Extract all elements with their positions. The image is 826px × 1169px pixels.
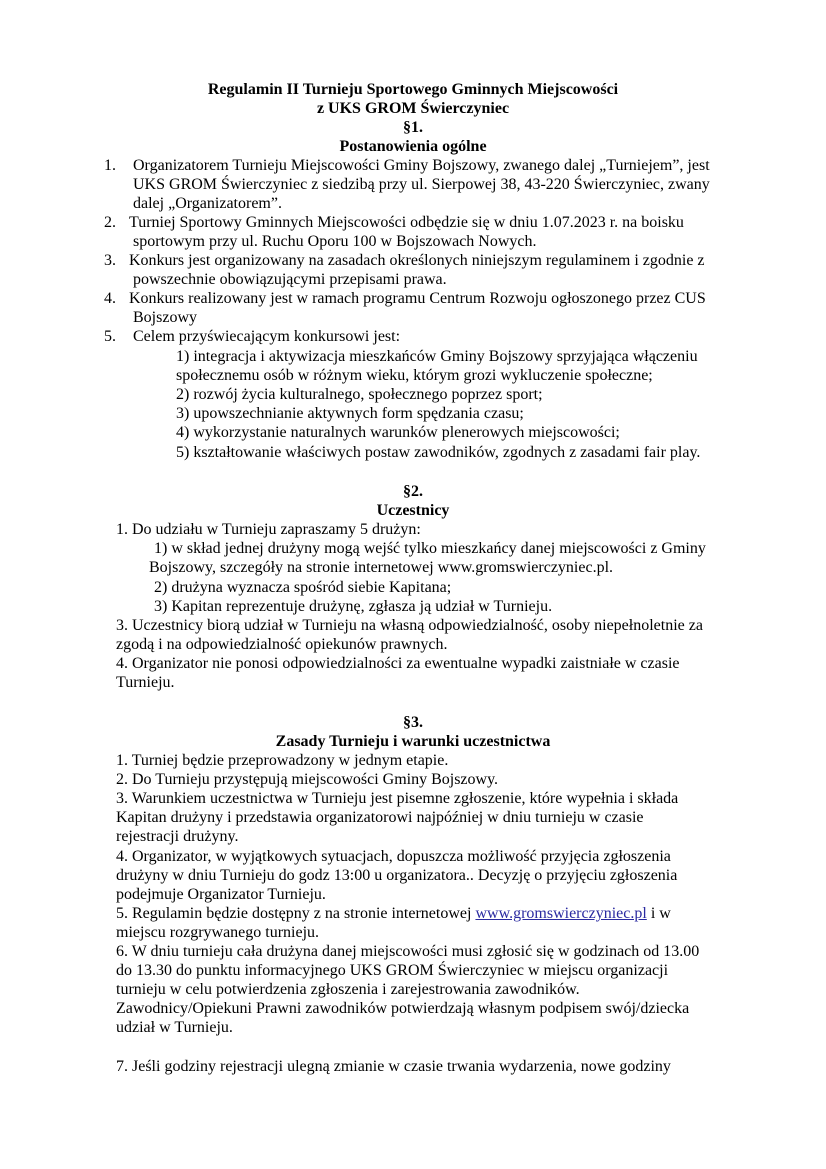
paragraph-line: rejestracji drużyny. (116, 828, 239, 845)
paragraph-line: 2. Do Turnieju przystępują miejscowości Gminy Bojszowy. (116, 771, 499, 788)
paragraph-line: 1. Do udziału w Turnieju zapraszamy 5 drużyn: (116, 521, 421, 538)
goal-item: 4) wykorzystanie naturalnych warunków plenerowych miejscowości; (176, 424, 620, 441)
list-item-text: Konkurs realizowany jest w ramach programu Centrum Rozwoju ogłoszonego przez CUS (129, 290, 706, 307)
paragraph-line: 4. Organizator, w wyjątkowych sytuacjach, dopuszcza możliwość przyjęcia zgłoszenia (116, 848, 671, 865)
paragraph-line: 3) Kapitan reprezentuje drużynę, zgłasza ją udział w Turnieju. (154, 598, 553, 615)
section3-heading: Zasady Turnieju i warunki uczestnictwa (275, 733, 551, 750)
paragraph-line: 1) w skład jednej drużyny mogą wejść tylko mieszkańcy danej miejscowości z Gminy (154, 540, 706, 557)
paragraph-line: do 13.30 do punktu informacyjnego UKS GROM Świerczyniec w miejscu organizacji (116, 962, 669, 979)
section1-number: §1. (403, 119, 423, 136)
paragraph-line: 1. Turniej będzie przeprowadzony w jednym etapie. (116, 752, 449, 769)
list-item-text: Organizatorem Turnieju Miejscowości Gminy Bojszowy, zwanego dalej „Turniejem”, jest (133, 157, 710, 174)
paragraph-line: 4. Organizator nie ponosi odpowiedzialności za ewentualne wypadki zaistniałe w czasie (116, 655, 680, 672)
list-number: 3. (104, 252, 116, 269)
section1-heading: Postanowienia ogólne (339, 138, 487, 155)
section2-heading: Uczestnicy (376, 502, 450, 519)
document-subtitle: z UKS GROM Świerczyniec (316, 100, 510, 117)
list-item-text: sportowym przy ul. Ruchu Oporu 100 w Bojszowach Nowych. (133, 233, 537, 250)
list-item-text: Konkurs jest organizowany na zasadach określonych niniejszym regulaminem i zgodnie z (129, 252, 705, 269)
paragraph-line: Zawodnicy/Opiekuni Prawni zawodników potwierdzają własnym podpisem swój/dziecka (116, 1000, 690, 1017)
paragraph-line: 7. Jeśli godziny rejestracji ulegną zmianie w czasie trwania wydarzenia, nowe godziny (116, 1058, 671, 1075)
goal-item: społecznemu osób w różnym wieku, którym grozi wykluczenie społeczne; (176, 367, 653, 384)
goal-item: 3) upowszechnianie aktywnych form spędzania czasu; (176, 405, 524, 422)
paragraph-line: miejscu rozgrywanego turnieju. (116, 924, 320, 941)
paragraph-line: 3. Uczestnicy biorą udział w Turnieju na własną odpowiedzialność, osoby niepełnoletnie za (116, 617, 703, 634)
paragraph-line: turnieju w celu potwierdzenia zgłoszenia i zarejestrowania zawodników. (116, 981, 580, 998)
paragraph-line: drużyny w dniu Turnieju do godz 13:00 u organizatora.. Decyzję o przyjęciu zgłoszenia (116, 867, 678, 884)
list-number: 1. (104, 157, 116, 174)
goal-item: 1) integracja i aktywizacja mieszkańców Gminy Bojszowy sprzyjająca włączeniu (176, 348, 698, 365)
list-item-text: UKS GROM Świerczyniec z siedzibą przy ul. Sierpowej 38, 43-220 Świerczyniec, zwany (133, 176, 710, 193)
paragraph-line: Bojszowy, szczegóły na stronie internetowej www.gromswierczyniec.pl. (149, 559, 614, 576)
paragraph-line: zgodą i na odpowiedzialność opiekunów prawnych. (116, 636, 448, 653)
paragraph-line: Kapitan drużyny i przedstawia organizatorowi najpóźniej w dniu turnieju w czasie (116, 809, 644, 826)
paragraph-line: udział w Turnieju. (116, 1019, 233, 1036)
link-prefix-text: 5. Regulamin będzie dostępny z na stronie internetowej (116, 905, 476, 922)
goal-item: 5) kształtowanie właściwych postaw zawodników, zgodnych z zasadami fair play. (176, 444, 701, 461)
section2-number: §2. (403, 483, 423, 500)
list-item-text: dalej „Organizatorem”. (133, 195, 282, 212)
paragraph-line: Turnieju. (116, 674, 175, 691)
paragraph-line: 6. W dniu turnieju cała drużyna danej miejscowości musi zgłosić się w godzinach od 13.00 (116, 943, 700, 960)
link-suffix-text: i w (646, 905, 671, 922)
list-item-text: Turniej Sportowy Gminnych Miejscowości odbędzie się w dniu 1.07.2023 r. na boisku (129, 214, 684, 231)
paragraph-line: podejmuje Organizator Turnieju. (116, 886, 326, 903)
paragraph-line-with-link (116, 904, 671, 923)
goal-item: 2) rozwój życia kulturalnego, społecznego poprzez sport; (176, 386, 543, 403)
list-number: 5. (104, 328, 116, 345)
paragraph-line: 3. Warunkiem uczestnictwa w Turnieju jest pisemne zgłoszenie, które wypełnia i składa (116, 790, 679, 807)
list-number: 4. (104, 290, 116, 307)
website-link[interactable]: www.gromswierczyniec.pl (475, 905, 647, 922)
list-item-text: Celem przyświecającym konkursowi jest: (133, 328, 401, 345)
section3-number: §3. (403, 714, 423, 731)
list-item-text: Bojszowy (133, 309, 197, 326)
list-number: 2. (104, 214, 116, 231)
paragraph-line: 2) drużyna wyznacza spośród siebie Kapitana; (154, 579, 452, 596)
list-item-text: powszechnie obowiązującymi przepisami prawa. (133, 271, 447, 288)
document-title: Regulamin II Turnieju Sportowego Gminnych Miejscowości (207, 81, 619, 98)
